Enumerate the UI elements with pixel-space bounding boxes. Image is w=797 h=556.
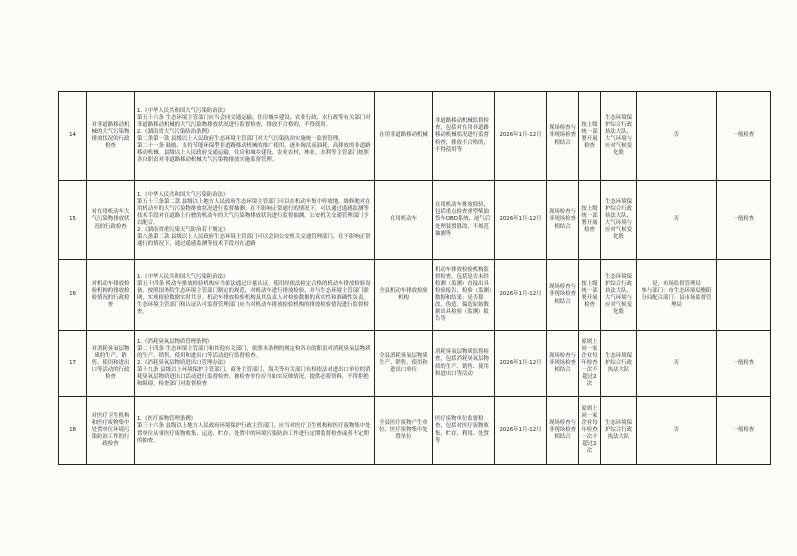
inspection-item: 对非道路移动机械的大气污染物排放状况的行政检查 bbox=[87, 92, 135, 181]
inspection-content: 机动车排放检验机构监督检查，包括是否未经检测（监测）直接出具检验报告、检验（监测）数据和结果：是否篡改、伪造、偏造原始数据出具检验（监测）报告等 bbox=[433, 260, 495, 331]
inspection-unit: 生态环境保护综合行政执法大队、大气环境与应对气候变化股 bbox=[601, 181, 637, 260]
inspection-frequency: 原则上同一家企业每年检查一次不超过2次 bbox=[579, 397, 601, 465]
legal-basis: 1.《中华人民共和国大气污染防治法》 第五十六条 生态环境主管部门应当会同交通运输、住房城乡建设、农业行政、水行政等有关部门对非道路移动机械的大气污染物排放状况进行监督检查，排放不合格的，不得使用。 2.《湖南省大气污染防治条例》 第二条第一款 县级以上人民政府生态环境主管部门对大气污染防治实施统一监督管理。 第二十一条 鼓励、支持节能环保型非道路移动机械的推广使用，逐步淘汰高油耗、高排放的非道路移动机械。县级以上人民政府交通运输、住房和城乡建设、农业农村、林业、水利等主管部门按照各自职责对非道路移动机械大气污染物排放实施监督管理。 bbox=[135, 92, 375, 181]
inspection-frequency: 原则上同一家企业每年检查一次不超过2次 bbox=[579, 331, 601, 397]
joint-inspection: 否 bbox=[637, 92, 717, 181]
inspection-content: 消耗臭氧层物质监督检查，包括消耗臭氧层物质的生产、销售、使用和进出口等活动 bbox=[433, 331, 495, 397]
row-number: 17 bbox=[59, 331, 87, 397]
inspection-period: 2026年1月-12月 bbox=[495, 397, 547, 465]
inspection-method: 现场检查与非现场检查相结合 bbox=[547, 92, 579, 181]
inspection-type: 一般检查 bbox=[717, 331, 771, 397]
legal-basis: 1.《中华人民共和国大气污染防治法》 第五十四条 机动车排放检验机构应当依法通过计量认证，使用经依法检定合格的机动车排放检验设备，按照国务院生态环境主管部门制定的规范，对机动车进行排放检验，并与生态环境主管部门联网，实现检验数据实时共享。机动车排放检验机构及其负责人对检验数据的真实性和准确性负责。 生态环境主管部门和认证认可监督管理部门应当对机动车排放检验机构的排放检验情况进行监督检查。 bbox=[135, 260, 375, 331]
inspection-unit: 生态环境保护综合行政执法大队、大气环境与应对气候变化股 bbox=[601, 92, 637, 181]
row-number: 18 bbox=[59, 397, 87, 465]
inspection-item: 对医疗卫生机构和医疗废物集中处置单位环境污染防治工作的行政检查 bbox=[87, 397, 135, 465]
inspection-content: 非道路移动机械监督检查，包括对在用非道路移动机械状况进行监督检查，排放不合格的，不得使用等 bbox=[433, 92, 495, 181]
inspection-period: 2026年1月-12月 bbox=[495, 92, 547, 181]
joint-inspection: 否 bbox=[637, 331, 717, 397]
inspection-object: 全县消耗臭氧层物质生产、销售、使用和进出口单位 bbox=[375, 331, 433, 397]
legal-basis: 1.《消耗臭氧层物质管理条例》 第二十四条 生态环境主管部门和其他有关部门，依照本条例的规定和各自的职责对消耗臭氧层物质的生产、销售、使用和进出口等活动进行监督检查。 2.《消耗臭氧层物质进出口管理办法》 第十九条 县级以上环境保护主管部门、商务主管部门、海关等有关部门有权依法对进出口单位的消耗臭氧层物质进出口活动进行监督检查，被检查单位应当如实反映情况，提供必要资料，不得拒绝和阻碍，检查部门对监督检查 bbox=[135, 331, 375, 397]
inspection-content: 医疗废物单位监督检查，包括对医疗废物收集、贮存、利用、处置等 bbox=[433, 397, 495, 465]
joint-detail: 参与部门：市生态环境局衡阳分局配合部门：县市场监督管理局 bbox=[641, 287, 712, 309]
inspection-unit: 生态环境保护综合行政执法大队 bbox=[601, 397, 637, 465]
table-row bbox=[59, 92, 771, 181]
inspection-item: 对机动车排放检验机构的排放检验情况的行政检查 bbox=[87, 260, 135, 331]
inspection-frequency: 按上级统一部署开展检查 bbox=[579, 92, 601, 181]
joint-inspection bbox=[637, 260, 717, 331]
inspection-type: 一般检查 bbox=[717, 92, 771, 181]
inspection-type: 一般检查 bbox=[717, 397, 771, 465]
inspection-type bbox=[717, 260, 771, 331]
table-row bbox=[59, 397, 771, 465]
inspection-table bbox=[58, 91, 771, 465]
joint-flag: 是，市场监督管理局 bbox=[652, 280, 701, 287]
inspection-type: 一般检查 bbox=[717, 181, 771, 260]
row-number: 14 bbox=[59, 92, 87, 181]
inspection-method: 现场检查与非现场检查相结合 bbox=[547, 181, 579, 260]
inspection-content: 在用机动车排放检验，包括重点检查重型柴油货车OBD系统、尾气后处理装置篡改、不规范抽测等 bbox=[433, 181, 495, 260]
legal-basis: 1.《中华人民共和国大气污染防治法》 第五十三条第二款 县级以上地方人民政府生态环境主管部门可以在机动车集中停放地、维修地对在用机动车的大气污染物排放状况进行监督抽测；在不影响正常通行的情况下，可以通过遥感监测等技术手段对在道路上行驶的机动车的大气污染物排放状况进行监督抽测，公安机关交通管理部门予以配合。 2.《湖南省重污染天气防治若干规定》 第八条第二款 县级以上人民政府生态环境主管部门可以会同公安机关交通管理部门，在不影响正常通行的情况下，通过遥感监测等技术手段对在道路 bbox=[135, 181, 375, 260]
joint-inspection: 否 bbox=[637, 397, 717, 465]
inspection-method: 现场检查与非现场检查相结合 bbox=[547, 397, 579, 465]
inspection-method: 现场检查与非现场检查相结合 bbox=[547, 260, 579, 331]
inspection-period: 2026年1月-12月 bbox=[495, 260, 547, 331]
inspection-item: 对消耗臭氧层物质的生产、销售、使用和进出口等活动的行政检查 bbox=[87, 331, 135, 397]
joint-inspection: 否 bbox=[637, 181, 717, 260]
inspection-period: 2026年1月-12月 bbox=[495, 331, 547, 397]
inspection-item: 对在用机动车大气污染物排放状况的行政检查 bbox=[87, 181, 135, 260]
inspection-object: 全县医疗废物产生单位、医疗废物集中处置单位 bbox=[375, 397, 433, 465]
table-row bbox=[59, 260, 771, 331]
inspection-object: 在用非道路移动机械 bbox=[375, 92, 433, 181]
inspection-unit: 生态环境保护综合行政执法大队、大气环境与应对气候变化股 bbox=[601, 260, 637, 331]
inspection-frequency: 按上级统一部署开展检查 bbox=[579, 260, 601, 331]
row-number: 15 bbox=[59, 181, 87, 260]
inspection-period: 2026年1月-12月 bbox=[495, 181, 547, 260]
row-number: 16 bbox=[59, 260, 87, 331]
inspection-object: 在用机动车 bbox=[375, 181, 433, 260]
inspection-method: 现场检查与非现场检查相结合 bbox=[547, 331, 579, 397]
inspection-frequency: 按上级统一部署开展检查 bbox=[579, 181, 601, 260]
legal-basis: 1.《医疗废物管理条例》 第三十六条 县级以上地方人民政府环境保护行政主管部门，应当对医疗卫生机构和医疗废物集中处置单位从事医疗废物收集、运送、贮存、处置中的环境污染防治工作进行定期监督检查或者不定期的抽查。 bbox=[135, 397, 375, 465]
table-row bbox=[59, 181, 771, 260]
inspection-object: 全县机动车排放检验机构 bbox=[375, 260, 433, 331]
inspection-unit: 生态环境保护综合行政执法大队 bbox=[601, 331, 637, 397]
table-row bbox=[59, 331, 771, 397]
